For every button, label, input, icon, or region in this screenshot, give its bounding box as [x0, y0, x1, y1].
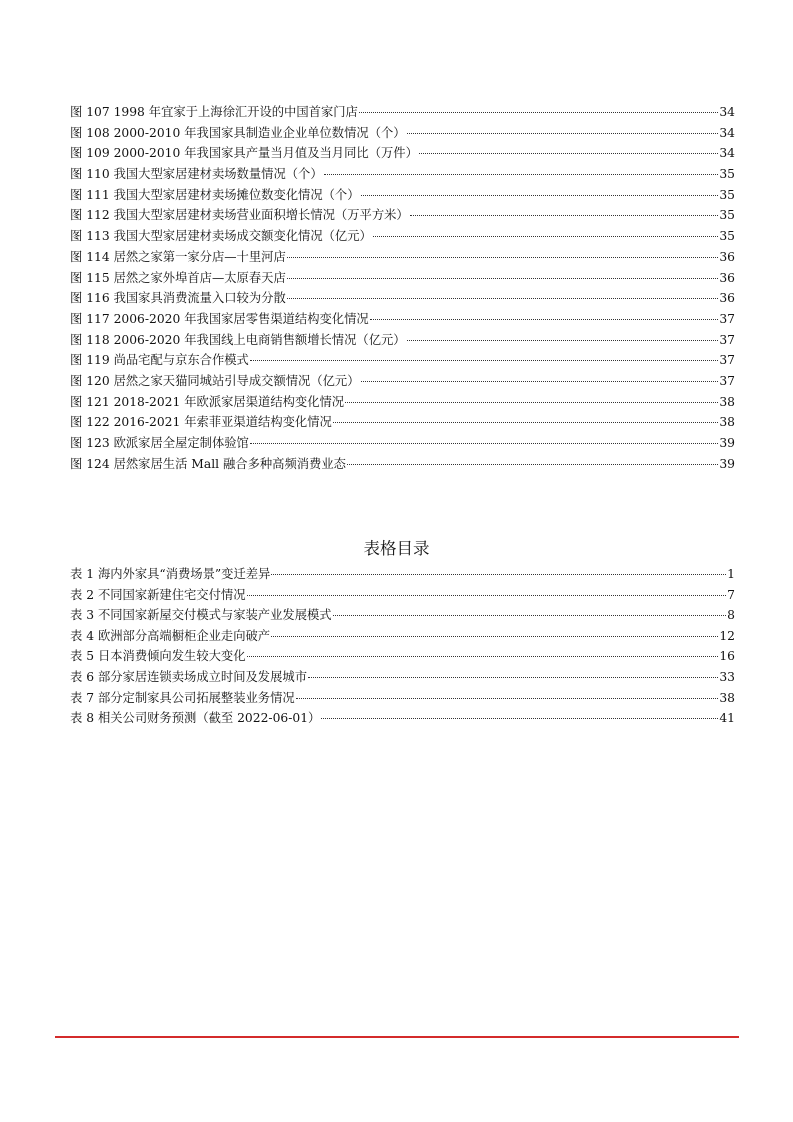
table-list — [70, 564, 735, 729]
figure-list — [70, 102, 735, 474]
figure-entry-page: 35 — [719, 208, 735, 223]
table-entry-label: 表 6 部分家居连锁卖场成立时间及发展城市 — [70, 669, 307, 684]
table-entry-page: 8 — [727, 608, 735, 623]
figure-entry-115[interactable] — [70, 268, 735, 289]
figure-entry-122[interactable] — [70, 412, 735, 433]
figure-entry-label: 图 111 我国大型家居建材卖场摊位数变化情况（个） — [70, 187, 360, 202]
figure-entry-117[interactable] — [70, 309, 735, 330]
leader-dots — [271, 636, 718, 637]
figure-entry-111[interactable] — [70, 185, 735, 206]
leader-dots — [345, 402, 718, 403]
table-entry-label: 表 3 不同国家新屋交付模式与家装产业发展模式 — [70, 608, 332, 623]
figure-entry-121[interactable] — [70, 392, 735, 413]
figure-entry-label: 图 119 尚品宅配与京东合作模式 — [70, 353, 249, 368]
figure-entry-page: 38 — [719, 415, 735, 430]
leader-dots — [308, 677, 718, 678]
figure-entry-page: 35 — [719, 187, 735, 202]
table-entry-page: 12 — [719, 628, 735, 643]
leader-dots — [296, 698, 719, 699]
figure-entry-119[interactable] — [70, 350, 735, 371]
leader-dots — [271, 574, 726, 575]
table-entry-4[interactable] — [70, 626, 735, 647]
figure-entry-label: 图 109 2000-2010 年我国家具产量当月值及当月同比（万件） — [70, 146, 418, 161]
leader-dots — [247, 656, 719, 657]
figure-entry-107[interactable] — [70, 102, 735, 123]
leader-dots — [250, 443, 718, 444]
figure-entry-114[interactable] — [70, 247, 735, 268]
figure-entry-label: 图 121 2018-2021 年欧派家居渠道结构变化情况 — [70, 394, 345, 409]
figure-entry-120[interactable] — [70, 371, 735, 392]
figure-entry-label: 图 118 2006-2020 年我国线上电商销售额增长情况（亿元） — [70, 332, 406, 347]
figure-entry-page: 34 — [719, 125, 735, 140]
leader-dots — [287, 298, 719, 299]
leader-dots — [247, 595, 727, 596]
figure-entry-label: 图 107 1998 年宜家于上海徐汇开设的中国首家门店 — [70, 105, 358, 119]
figure-entry-label: 图 117 2006-2020 年我国家居零售渠道结构变化情况 — [70, 311, 369, 326]
leader-dots — [370, 319, 719, 320]
table-entry-page: 16 — [719, 649, 735, 664]
figure-entry-label: 图 108 2000-2010 年我国家具制造业企业单位数情况（个） — [70, 125, 406, 140]
figure-entry-page: 39 — [719, 456, 735, 471]
figure-entry-113[interactable] — [70, 226, 735, 247]
figure-entry-label: 图 122 2016-2021 年索菲亚渠道结构变化情况 — [70, 415, 332, 430]
figure-entry-110[interactable] — [70, 164, 735, 185]
table-entry-2[interactable] — [70, 585, 735, 606]
table-entry-5[interactable] — [70, 646, 735, 667]
figure-entry-112[interactable] — [70, 205, 735, 226]
figure-entry-label: 图 110 我国大型家居建材卖场数量情况（个） — [70, 167, 323, 182]
table-entry-page: 41 — [719, 711, 735, 726]
figure-entry-page: 34 — [719, 105, 735, 119]
figure-entry-page: 36 — [719, 249, 735, 264]
figure-entry-page: 35 — [719, 167, 735, 182]
footer-rule — [55, 1036, 739, 1038]
leader-dots — [373, 236, 719, 237]
figure-entry-label: 图 116 我国家具消费流量入口较为分散 — [70, 291, 286, 306]
figure-entry-label: 图 124 居然家居生活 Mall 融合多种高频消费业态 — [70, 456, 346, 471]
figure-entry-page: 37 — [719, 373, 735, 388]
figure-entry-118[interactable] — [70, 330, 735, 351]
figure-entry-page: 37 — [719, 311, 735, 326]
figure-entry-page: 35 — [719, 229, 735, 244]
leader-dots — [407, 133, 719, 134]
figure-entry-page: 36 — [719, 291, 735, 306]
table-entry-page: 33 — [719, 669, 735, 684]
figure-entry-label: 图 123 欧派家居全屋定制体验馆 — [70, 436, 249, 450]
leader-dots — [287, 278, 719, 279]
table-entry-6[interactable] — [70, 667, 735, 688]
table-entry-label: 表 5 日本消费倾向发生较大变化 — [70, 649, 246, 664]
leader-dots — [361, 195, 719, 196]
leader-dots — [359, 112, 719, 113]
figure-entry-116[interactable] — [70, 288, 735, 309]
leader-dots — [333, 615, 727, 616]
leader-dots — [333, 422, 719, 423]
table-entry-label: 表 2 不同国家新建住宅交付情况 — [70, 587, 246, 602]
leader-dots — [407, 340, 719, 341]
figure-entry-page: 34 — [719, 146, 735, 161]
leader-dots — [324, 174, 719, 175]
leader-dots — [347, 464, 718, 465]
table-entry-3[interactable] — [70, 605, 735, 626]
table-entry-7[interactable] — [70, 688, 735, 709]
table-entry-8[interactable] — [70, 708, 735, 729]
figure-entry-label: 图 114 居然之家第一家分店—十里河店 — [70, 249, 286, 264]
figure-entry-page: 38 — [719, 394, 735, 409]
figure-entry-page: 39 — [719, 436, 735, 450]
table-entry-label: 表 8 相关公司财务预测（截至 2022-06-01） — [70, 711, 321, 726]
table-entry-label: 表 7 部分定制家具公司拓展整装业务情况 — [70, 690, 295, 705]
figure-entry-label: 图 115 居然之家外埠首店—太原春天店 — [70, 270, 286, 285]
table-index-title: 表格目录 — [363, 539, 430, 558]
table-entry-1[interactable] — [70, 564, 735, 585]
figure-entry-page: 37 — [719, 332, 735, 347]
table-entry-page: 7 — [727, 587, 735, 602]
table-entry-label: 表 1 海内外家具“消费场景”变迁差异 — [70, 567, 271, 581]
figure-entry-124[interactable] — [70, 454, 735, 475]
table-entry-page: 1 — [727, 567, 735, 581]
figure-entry-109[interactable] — [70, 143, 735, 164]
figure-entry-label: 图 120 居然之家天猫同城站引导成交额情况（亿元） — [70, 373, 360, 388]
leader-dots — [410, 215, 719, 216]
table-entry-label: 表 4 欧洲部分高端橱柜企业走向破产 — [70, 628, 271, 643]
figure-entry-page: 37 — [719, 353, 735, 368]
leader-dots — [419, 153, 718, 154]
leader-dots — [287, 257, 719, 258]
figure-entry-label: 图 112 我国大型家居建材卖场营业面积增长情况（万平方米） — [70, 208, 409, 223]
leader-dots — [250, 360, 718, 361]
figure-entry-108[interactable] — [70, 123, 735, 144]
leader-dots — [361, 381, 719, 382]
leader-dots — [321, 718, 718, 719]
table-entry-page: 38 — [719, 690, 735, 705]
figure-entry-label: 图 113 我国大型家居建材卖场成交额变化情况（亿元） — [70, 229, 372, 244]
figure-entry-page: 36 — [719, 270, 735, 285]
figure-entry-123[interactable] — [70, 433, 735, 454]
